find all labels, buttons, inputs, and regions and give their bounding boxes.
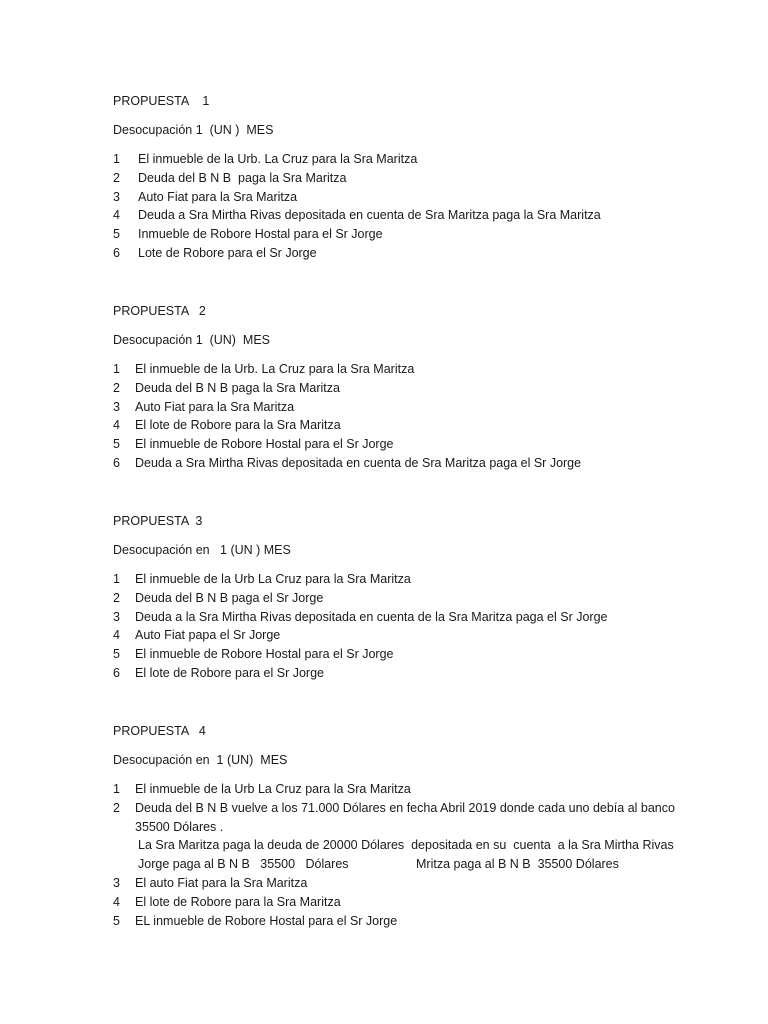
item-number: 3 — [113, 609, 120, 624]
proposal-subtitle: Desocupación 1 (UN ) MES — [113, 123, 274, 137]
list-item — [113, 645, 713, 664]
item-text: Deuda del B N B paga la Sra Maritza — [135, 380, 340, 395]
item-text: El lote de Robore para el Sr Jorge — [135, 665, 324, 680]
item-number: 5 — [113, 913, 120, 928]
list-item — [113, 893, 713, 912]
item-number: 6 — [113, 245, 120, 260]
item-number: 3 — [113, 189, 120, 204]
item-text: Deuda del B N B paga la Sra Maritza — [138, 170, 347, 185]
item-text: El inmueble de la Urb. La Cruz para la Sra Maritza — [135, 362, 415, 376]
item-text: El auto Fiat para la Sra Maritza — [135, 875, 308, 890]
list-item — [113, 664, 713, 683]
item-text: Auto Fiat papa el Sr Jorge — [135, 628, 281, 643]
proposal-subtitle: Desocupación 1 (UN) MES — [113, 333, 271, 347]
continuation-text: 35500 Dólares . — [135, 819, 224, 834]
list-item — [113, 626, 713, 645]
item-text: Auto Fiat para la Sra Maritza — [135, 399, 295, 414]
item-text: El lote de Robore para la Sra Maritza — [135, 894, 341, 909]
item-number: 3 — [113, 875, 120, 890]
proposal-subtitle: Desocupación en 1 (UN ) MES — [113, 543, 291, 557]
list-item — [113, 225, 713, 244]
item-number: 1 — [113, 782, 120, 796]
list-item — [113, 244, 713, 263]
proposal-heading: PROPUESTA 3 — [113, 514, 203, 528]
list-item — [113, 780, 713, 799]
list-item — [113, 608, 713, 627]
list-item — [113, 379, 713, 398]
proposal-item-list — [113, 570, 713, 683]
continuation-text: La Sra Maritza paga la deuda de 20000 Dólares depositada en su cuenta a la Sra Mirtha Rivas — [138, 838, 674, 853]
list-item — [113, 206, 713, 225]
item-text: El lote de Robore para la Sra Maritza — [135, 418, 341, 433]
list-item — [113, 912, 713, 931]
proposal-heading: PROPUESTA 4 — [113, 724, 206, 738]
item-continuation-line — [113, 855, 713, 874]
item-text: El inmueble de la Urb La Cruz para la Sra Maritza — [135, 572, 411, 586]
item-number: 2 — [113, 170, 120, 185]
item-number: 6 — [113, 665, 120, 680]
item-number: 1 — [113, 362, 120, 376]
item-text: Inmueble de Robore Hostal para el Sr Jorge — [138, 227, 383, 242]
proposal-heading: PROPUESTA 2 — [113, 304, 206, 318]
proposal-item-list — [113, 150, 713, 263]
item-text: El inmueble de la Urb La Cruz para la Sra Maritza — [135, 782, 411, 796]
list-item — [113, 589, 713, 608]
item-number: 4 — [113, 628, 120, 643]
item-number: 1 — [113, 152, 120, 166]
item-text: Deuda del B N B paga el Sr Jorge — [135, 590, 324, 605]
list-item — [113, 454, 713, 473]
list-item — [113, 874, 713, 893]
item-text: Deuda a Sra Mirtha Rivas depositada en cuenta de Sra Maritza paga la Sra Maritza — [138, 208, 601, 223]
list-item — [113, 435, 713, 454]
proposal-item-list — [113, 360, 713, 473]
item-continuation-line — [113, 836, 713, 855]
item-number: 5 — [113, 647, 120, 662]
list-item — [113, 570, 713, 589]
item-continuation-line — [113, 818, 713, 837]
item-text: El inmueble de la Urb. La Cruz para la Sra Maritza — [138, 152, 418, 166]
item-number: 4 — [113, 208, 120, 223]
item-text: Lote de Robore para el Sr Jorge — [138, 245, 317, 260]
item-number: 5 — [113, 227, 120, 242]
item-number: 4 — [113, 418, 120, 433]
list-item — [113, 360, 713, 379]
item-text: EL inmueble de Robore Hostal para el Sr Jorge — [135, 913, 398, 928]
list-item — [113, 188, 713, 207]
jorge-payment-text: Jorge paga al B N B 35500 Dólares — [138, 857, 349, 872]
item-number: 6 — [113, 455, 120, 470]
item-text: El inmueble de Robore Hostal para el Sr Jorge — [135, 647, 394, 662]
maritza-payment-text: Mritza paga al B N B 35500 Dólares — [416, 857, 619, 872]
proposal-subtitle: Desocupación en 1 (UN) MES — [113, 753, 288, 767]
item-number: 1 — [113, 572, 120, 586]
item-text: El inmueble de Robore Hostal para el Sr Jorge — [135, 437, 394, 452]
list-item — [113, 799, 713, 818]
item-number: 2 — [113, 590, 120, 605]
list-item — [113, 150, 713, 169]
list-item — [113, 169, 713, 188]
item-text: Deuda del B N B vuelve a los 71.000 Dólares en fecha Abril 2019 donde cada uno debía al banco — [135, 800, 675, 815]
item-number: 3 — [113, 399, 120, 414]
item-number: 2 — [113, 800, 120, 815]
list-item — [113, 398, 713, 417]
item-text: Deuda a Sra Mirtha Rivas depositada en cuenta de Sra Maritza paga el Sr Jorge — [135, 455, 582, 470]
item-number: 5 — [113, 437, 120, 452]
item-text: Auto Fiat para la Sra Maritza — [138, 189, 298, 204]
proposal-item-list — [113, 780, 713, 930]
proposal-heading: PROPUESTA 1 — [113, 94, 210, 108]
list-item — [113, 416, 713, 435]
item-number: 2 — [113, 380, 120, 395]
item-text: Deuda a la Sra Mirtha Rivas depositada en cuenta de la Sra Maritza paga el Sr Jorge — [135, 609, 608, 624]
item-number: 4 — [113, 894, 120, 909]
